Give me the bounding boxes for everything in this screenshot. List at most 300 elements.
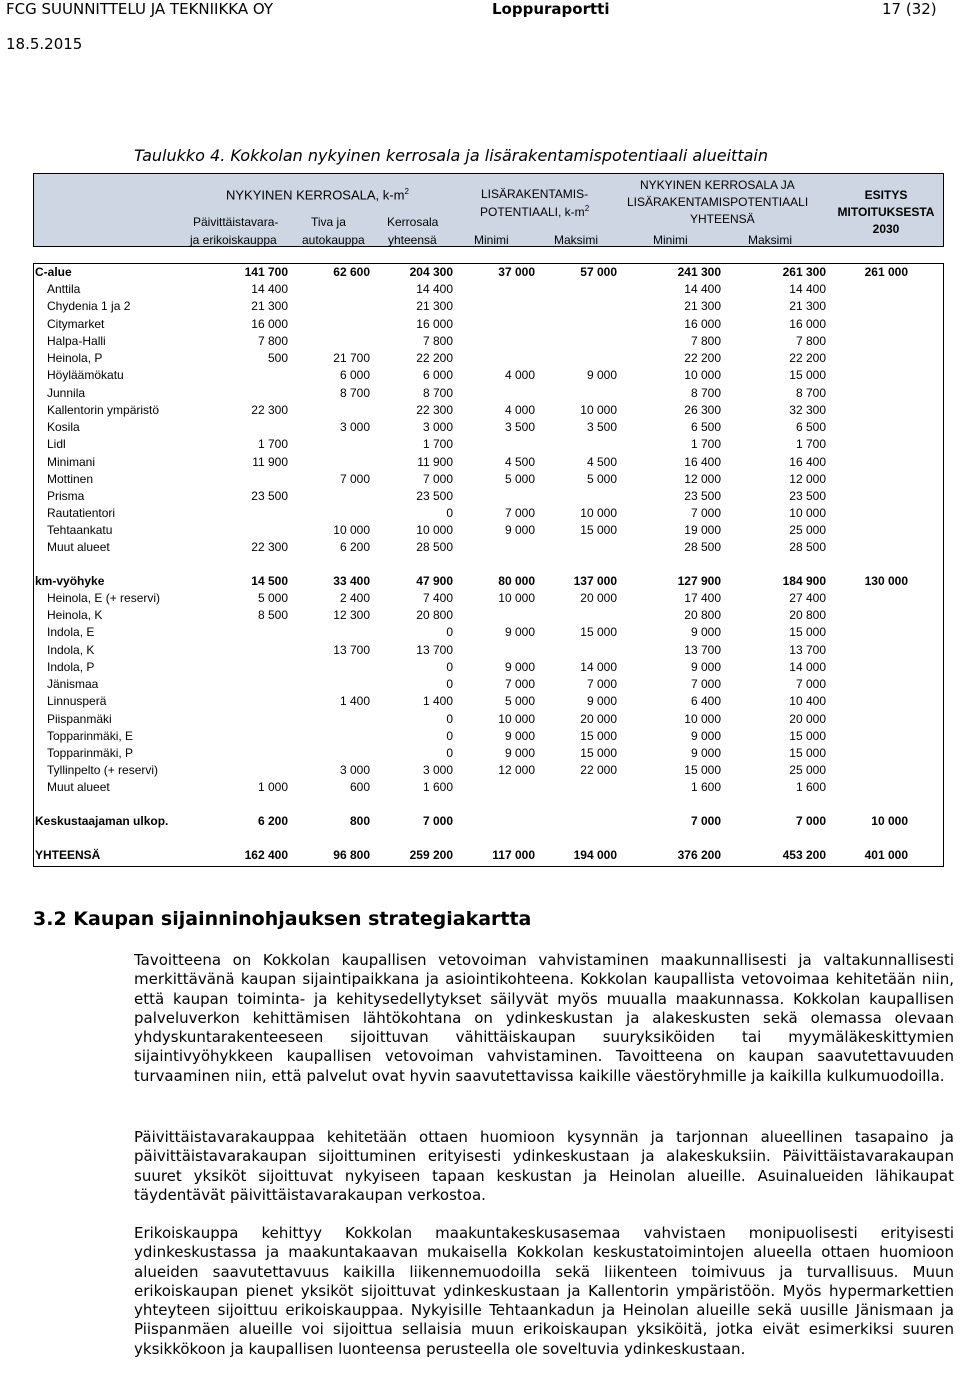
cell-ymax: 184 900: [782, 574, 826, 588]
cell-lmin: 10 000: [498, 712, 535, 726]
cell-ymax: 1 700: [795, 437, 826, 451]
cell-esi: 130 000: [864, 574, 908, 588]
cell-tot: 3 000: [422, 763, 453, 777]
cell-lmin: [445, 642, 535, 659]
cell-ymax: 13 700: [789, 643, 826, 657]
cell-tot: 14 400: [416, 282, 453, 296]
header-total-1: Kerrosala: [387, 215, 439, 229]
cell-tiva: [280, 316, 370, 333]
cell-ymin: 23 500: [684, 489, 721, 503]
header-bulky-1: Tiva ja: [311, 215, 346, 229]
cell-pt: [198, 659, 288, 676]
cell-lmin: [445, 281, 535, 298]
row-label: Muut alueet: [47, 540, 110, 554]
cell-pt: [198, 471, 288, 488]
cell-pt: [198, 762, 288, 779]
cell-ymin: 1 600: [690, 780, 721, 794]
row-label: Tehtaankatu: [47, 523, 113, 537]
cell-lmin: [445, 316, 535, 333]
cell-tiva: [280, 333, 370, 350]
cell-tot: 6 000: [422, 368, 453, 382]
row-label: Junnila: [47, 386, 86, 400]
cell-lmin: [445, 779, 535, 796]
cell-esi: [818, 436, 908, 453]
cell-pt: [198, 711, 288, 728]
cell-lmax: 194 000: [573, 848, 617, 862]
cell-pt: 16 000: [251, 317, 288, 331]
row-label: Linnusperä: [47, 694, 107, 708]
cell-tot: 20 800: [416, 608, 453, 622]
cell-ymax: 10 000: [789, 506, 826, 520]
cell-tot: 0: [446, 729, 453, 743]
cell-pt: [198, 693, 288, 710]
cell-tot: 0: [446, 506, 453, 520]
cell-pt: 6 200: [257, 814, 288, 828]
cell-tot: 0: [446, 660, 453, 674]
cell-ymin: 16 000: [684, 317, 721, 331]
cell-pt: 7 800: [257, 334, 288, 348]
cell-tiva: [280, 624, 370, 641]
header-page-number: 17 (32): [882, 0, 937, 18]
cell-lmax: [527, 642, 617, 659]
header-potential-min: Minimi: [474, 233, 509, 247]
cell-tiva: 96 800: [333, 848, 370, 862]
cell-pt: [198, 522, 288, 539]
row-label: km-vyöhyke: [35, 574, 105, 588]
cell-ymin: 7 800: [690, 334, 721, 348]
row-label: Muut alueet: [47, 780, 110, 794]
cell-pt: [198, 642, 288, 659]
cell-ymin: 10 000: [684, 712, 721, 726]
header-total-2: yhteensä: [388, 233, 437, 247]
cell-lmax: 3 500: [586, 420, 617, 434]
cell-pt: 23 500: [251, 489, 288, 503]
paragraph-1: Tavoitteena on Kokkolan kaupallisen vetovoiman vahvistaminen maakunnallisesti ja valtakunnallisesti merkittävänä kaupan sijaintipaikkana ja asiointikohteena. Kokkolan kaupallista vetovoimaa kehitetään niin, että kaupan toiminta- ja kehitysedellytykset säilyvät myös muualla maakunnassa. Kokkolan kaupallisen palveluverkon kehittämisen lähtökohtana on ydinkeskustan ja alakeskusten sekä olemassa olevaan yhdyskuntarakenteeseen sijoittuvan vähittäiskaupan suuryksiköiden tai myymäläkeskittymien sijaintivyöhykkeen kaupallisen vetovoiman vahvistaminen. Tavoitteena on kaupan saavutettavuuden turvaaminen niin, että palvelut ovat hyvin saavutettavissa kaikille väestöryhmille ja kaikilla kulkumuodoilla.: [134, 951, 954, 1085]
row-label: Mottinen: [47, 472, 94, 486]
cell-pt: [198, 505, 288, 522]
cell-ymin: 17 400: [684, 591, 721, 605]
header-combined-min: Minimi: [653, 233, 688, 247]
cell-lmax: [527, 298, 617, 315]
row-label: Keskustaajaman ulkop.: [35, 814, 169, 828]
cell-lmin: 4 000: [504, 368, 535, 382]
cell-lmin: 9 000: [504, 625, 535, 639]
cell-lmax: 7 000: [586, 677, 617, 691]
cell-ymax: 27 400: [789, 591, 826, 605]
cell-pt: 22 300: [251, 403, 288, 417]
cell-ymin: 7 000: [690, 814, 721, 828]
cell-pt: [198, 385, 288, 402]
cell-ymin: 21 300: [684, 299, 721, 313]
paragraph-2: Päivittäistavarakauppaa kehitetään ottaen huomioon kysynnän ja tarjonnan alueellinen tasapaino ja päivittäistavarakaupan sijoittuminen erityisesti ydinkeskustaan ja alakeskuksiin. Päivittäistavarakaupan suuret yksiköt sijoittuvat nykyiseen tapaan keskustan ja Heinolan alueille. Asuinalueiden lähikaupat täydentävät päivittäistavarakaupan verkostoa.: [134, 1128, 954, 1204]
cell-tiva: 21 700: [333, 351, 370, 365]
cell-lmin: [445, 436, 535, 453]
cell-ymax: 7 000: [795, 814, 826, 828]
cell-tiva: 6 200: [339, 540, 370, 554]
row-label: Prisma: [47, 489, 85, 503]
cell-lmin: [445, 813, 535, 830]
row-label: Citymarket: [47, 317, 105, 331]
cell-tiva: [280, 454, 370, 471]
cell-tiva: [280, 281, 370, 298]
row-label: YHTEENSÄ: [35, 848, 101, 862]
cell-ymin: 6 400: [690, 694, 721, 708]
cell-tiva: 13 700: [333, 643, 370, 657]
row-label: Heinola, E (+ reservi): [47, 591, 161, 605]
cell-tiva: 8 700: [339, 386, 370, 400]
cell-tiva: 800: [349, 814, 370, 828]
cell-esi: [818, 281, 908, 298]
cell-ymin: 1 700: [690, 437, 721, 451]
row-label: Halpa-Halli: [47, 334, 106, 348]
cell-tot: 7 000: [422, 472, 453, 486]
cell-ymax: 261 300: [782, 265, 826, 279]
cell-tot: 22 300: [416, 403, 453, 417]
cell-lmax: 57 000: [580, 265, 617, 279]
cell-esi: [818, 607, 908, 624]
cell-esi: [818, 522, 908, 539]
cell-esi: [818, 333, 908, 350]
cell-ymin: 26 300: [684, 403, 721, 417]
cell-pt: 5 000: [257, 591, 288, 605]
cell-ymin: 8 700: [690, 386, 721, 400]
cell-pt: 1 000: [257, 780, 288, 794]
cell-esi: [818, 316, 908, 333]
cell-lmax: [527, 607, 617, 624]
cell-lmax: 10 000: [580, 403, 617, 417]
header-proposal-1: ESITYS: [864, 188, 908, 202]
row-label: Höyläämökatu: [47, 368, 124, 382]
cell-lmin: 117 000: [492, 848, 535, 862]
cell-ymax: 1 600: [795, 780, 826, 794]
cell-esi: [818, 624, 908, 641]
cell-tot: 0: [446, 677, 453, 691]
cell-pt: 22 300: [251, 540, 288, 554]
cell-lmax: [527, 779, 617, 796]
cell-lmax: [527, 385, 617, 402]
cell-esi: [818, 419, 908, 436]
cell-lmax: 14 000: [580, 660, 617, 674]
cell-ymax: 14 000: [789, 660, 826, 674]
cell-tot: 21 300: [416, 299, 453, 313]
cell-tiva: 12 300: [333, 608, 370, 622]
cell-tot: 3 000: [422, 420, 453, 434]
cell-ymin: 127 900: [677, 574, 721, 588]
cell-tiva: 2 400: [339, 591, 370, 605]
cell-tot: 22 200: [416, 351, 453, 365]
row-label: Heinola, K: [47, 608, 103, 622]
cell-lmin: [445, 298, 535, 315]
table-right-border: [943, 264, 944, 867]
cell-ymax: 7 800: [795, 334, 826, 348]
cell-tiva: [280, 745, 370, 762]
cell-ymin: 19 000: [684, 523, 721, 537]
cell-tot: 8 700: [422, 386, 453, 400]
cell-lmin: 4 500: [504, 455, 535, 469]
cell-pt: 162 400: [244, 848, 288, 862]
cell-lmin: [445, 333, 535, 350]
header-bulky-2: autokauppa: [302, 233, 365, 247]
header-combined-3: YHTEENSÄ: [690, 212, 755, 226]
cell-esi: [818, 488, 908, 505]
cell-ymax: 15 000: [789, 746, 826, 760]
cell-esi: [818, 693, 908, 710]
cell-lmin: 5 000: [504, 694, 535, 708]
cell-esi: [818, 711, 908, 728]
cell-tiva: 3 000: [339, 420, 370, 434]
cell-tot: 47 900: [416, 574, 453, 588]
cell-esi: [818, 367, 908, 384]
row-label: Chydenia 1 ja 2: [47, 299, 131, 313]
cell-esi: [818, 402, 908, 419]
table-bottom-border: [33, 866, 944, 867]
header-potential-2: POTENTIAALI, $k-m^2$: [480, 204, 590, 219]
cell-ymin: 28 500: [684, 540, 721, 554]
cell-tiva: 3 000: [339, 763, 370, 777]
cell-tiva: [280, 436, 370, 453]
cell-ymax: 20 800: [789, 608, 826, 622]
cell-lmax: [527, 316, 617, 333]
cell-lmax: [527, 813, 617, 830]
cell-tot: 1 600: [422, 780, 453, 794]
row-label: Indola, K: [47, 643, 95, 657]
cell-lmax: 9 000: [586, 694, 617, 708]
cell-tot: 16 000: [416, 317, 453, 331]
cell-lmin: [445, 539, 535, 556]
row-label: C-alue: [35, 265, 72, 279]
cell-lmax: [527, 488, 617, 505]
cell-ymax: 16 400: [789, 455, 826, 469]
cell-tiva: [280, 505, 370, 522]
cell-ymin: 14 400: [684, 282, 721, 296]
cell-esi: [818, 659, 908, 676]
cell-tiva: 7 000: [339, 472, 370, 486]
header-potential-1: LISÄRAKENTAMIS-: [481, 187, 589, 201]
cell-lmax: [527, 436, 617, 453]
cell-pt: [198, 745, 288, 762]
cell-esi: [818, 676, 908, 693]
cell-tiva: [280, 488, 370, 505]
paragraph-3: Erikoiskauppa kehittyy Kokkolan maakuntakeskusasemaa vahvistaen monipuolisesti erityisesti ydinkeskustassa ja maakuntakaavan mukaisella Kokkolan keskustatoimintojen alueella ottaen huomioon alueiden saavutettavuus kaikilla liikennemuodoilla sekä liikenteen toimivuus ja turvallisuus. Muun erikoiskaupan pienet yksiköt sijoittuvat ydinkeskustaan ja Kallentorin ympäristöön. Myös hypermarkettien yhteyteen sijoittuu erikoiskauppaa. Nykyisille Tehtaankadun ja Heinolan alueille sekä uusille Jänismaan ja Piispanmäen alueille voi sijoittua sellaisia muun erikoiskaupan yksiköitä, jotka eivät esimerkiksi suuren yksikkökoon ja kaupallisen luonteensa perusteella ole soveltuvia ydinkeskustaan.: [134, 1224, 954, 1358]
cell-ymin: 15 000: [684, 763, 721, 777]
cell-ymin: 9 000: [690, 746, 721, 760]
header-potential-max: Maksimi: [554, 233, 598, 247]
row-label: Anttila: [47, 282, 81, 296]
cell-tot: 0: [446, 625, 453, 639]
cell-lmin: 80 000: [498, 574, 535, 588]
cell-tot: 1 700: [422, 437, 453, 451]
cell-tot: 7 400: [422, 591, 453, 605]
cell-tiva: [280, 676, 370, 693]
cell-ymax: 25 000: [789, 523, 826, 537]
cell-ymin: 9 000: [690, 660, 721, 674]
header-grocery-2: ja erikoiskauppa: [190, 233, 277, 247]
cell-ymax: 21 300: [789, 299, 826, 313]
cell-tot: 7 800: [422, 334, 453, 348]
cell-tot: 0: [446, 746, 453, 760]
cell-esi: [818, 471, 908, 488]
cell-tot: 11 900: [417, 455, 453, 469]
cell-tot: 7 000: [422, 814, 453, 828]
cell-ymax: 15 000: [789, 729, 826, 743]
cell-lmax: 15 000: [580, 625, 617, 639]
cell-lmax: 9 000: [586, 368, 617, 382]
cell-lmin: 7 000: [504, 677, 535, 691]
cell-ymax: 20 000: [789, 712, 826, 726]
cell-tot: 23 500: [416, 489, 453, 503]
cell-tiva: 1 400: [339, 694, 370, 708]
cell-pt: 11 900: [252, 455, 288, 469]
cell-lmin: 7 000: [504, 506, 535, 520]
cell-lmin: 9 000: [504, 523, 535, 537]
header-date: 18.5.2015: [6, 35, 83, 53]
cell-ymin: 7 000: [690, 506, 721, 520]
row-label: Topparinmäki, P: [47, 746, 134, 760]
cell-ymin: 6 500: [690, 420, 721, 434]
cell-ymax: 22 200: [789, 351, 826, 365]
cell-tot: 1 400: [422, 694, 453, 708]
cell-ymax: 16 000: [789, 317, 826, 331]
cell-lmax: [527, 333, 617, 350]
cell-tiva: 62 600: [333, 265, 370, 279]
cell-ymax: 453 200: [782, 848, 826, 862]
cell-ymin: 22 200: [684, 351, 721, 365]
cell-esi: [818, 454, 908, 471]
row-label: Minimani: [47, 455, 96, 469]
cell-esi: [818, 779, 908, 796]
cell-lmin: [445, 385, 535, 402]
cell-tot: 204 300: [409, 265, 453, 279]
row-label: Lidl: [47, 437, 66, 451]
header-combined-max: Maksimi: [748, 233, 792, 247]
cell-tiva: [280, 711, 370, 728]
cell-lmin: [445, 350, 535, 367]
cell-pt: [198, 419, 288, 436]
cell-ymin: 16 400: [684, 455, 721, 469]
cell-ymax: 6 500: [795, 420, 826, 434]
cell-esi: [818, 762, 908, 779]
cell-esi: [818, 505, 908, 522]
table-caption: Taulukko 4. Kokkolan nykyinen kerrosala ja lisärakentamispotentiaali alueittain: [134, 146, 768, 165]
cell-lmax: 10 000: [580, 506, 617, 520]
cell-tiva: 6 000: [339, 368, 370, 382]
table-left-border: [33, 264, 34, 867]
cell-ymax: 15 000: [789, 368, 826, 382]
cell-esi: 10 000: [871, 814, 908, 828]
cell-lmax: 15 000: [580, 729, 617, 743]
header-combined-2: LISÄRAKENTAMISPOTENTIAALI: [627, 195, 809, 209]
cell-lmin: 12 000: [498, 763, 535, 777]
row-label: Jänismaa: [47, 677, 99, 691]
cell-esi: [818, 539, 908, 556]
cell-esi: [818, 385, 908, 402]
cell-lmin: 10 000: [498, 591, 535, 605]
cell-lmin: 37 000: [498, 265, 535, 279]
cell-pt: 500: [267, 351, 288, 365]
cell-lmin: 5 000: [504, 472, 535, 486]
cell-pt: 21 300: [251, 299, 288, 313]
cell-lmax: 20 000: [580, 712, 617, 726]
cell-ymax: 8 700: [795, 386, 826, 400]
cell-ymax: 14 400: [789, 282, 826, 296]
cell-lmin: 9 000: [504, 746, 535, 760]
row-label: Kallentorin ympäristö: [47, 403, 160, 417]
row-label: Heinola, P: [47, 351, 103, 365]
cell-lmax: 5 000: [586, 472, 617, 486]
cell-pt: 1 700: [257, 437, 288, 451]
header-proposal-3: 2030: [872, 222, 900, 236]
cell-pt: 14 400: [251, 282, 288, 296]
header-report-title: Loppuraportti: [492, 0, 610, 18]
row-label: Rautatientori: [47, 506, 116, 520]
cell-pt: 8 500: [257, 608, 288, 622]
cell-ymax: 12 000: [789, 472, 826, 486]
row-label: Indola, E: [47, 625, 95, 639]
cell-esi: [818, 298, 908, 315]
cell-lmax: 137 000: [573, 574, 617, 588]
cell-tiva: 600: [349, 780, 370, 794]
cell-pt: 14 500: [251, 574, 288, 588]
cell-tot: 13 700: [416, 643, 453, 657]
header-proposal-2: MITOITUKSESTA: [837, 205, 935, 219]
cell-tiva: [280, 298, 370, 315]
cell-tiva: [280, 728, 370, 745]
cell-pt: [198, 367, 288, 384]
cell-lmax: 22 000: [580, 763, 617, 777]
cell-tiva: [280, 402, 370, 419]
header-grocery-1: Päivittäistavara-: [193, 215, 279, 229]
cell-lmax: [527, 539, 617, 556]
cell-ymin: 7 000: [690, 677, 721, 691]
cell-tiva: 10 000: [333, 523, 370, 537]
cell-ymax: 15 000: [789, 625, 826, 639]
cell-lmin: [445, 488, 535, 505]
cell-tot: 10 000: [416, 523, 453, 537]
cell-pt: [198, 624, 288, 641]
cell-tot: 28 500: [416, 540, 453, 554]
header-company: FCG SUUNNITTELU JA TEKNIIKKA OY: [6, 0, 274, 18]
cell-lmax: 20 000: [580, 591, 617, 605]
cell-tiva: [280, 659, 370, 676]
cell-tot: 259 200: [409, 848, 453, 862]
cell-esi: 261 000: [864, 265, 908, 279]
cell-ymin: 9 000: [690, 729, 721, 743]
cell-tot: 0: [446, 712, 453, 726]
cell-ymin: 9 000: [690, 625, 721, 639]
cell-lmax: 15 000: [580, 746, 617, 760]
cell-lmin: 9 000: [504, 729, 535, 743]
section-heading: 3.2 Kaupan sijainninohjauksen strategiakartta: [33, 908, 532, 930]
cell-esi: [818, 745, 908, 762]
cell-lmin: [445, 607, 535, 624]
header-combined-1: NYKYINEN KERROSALA JA: [640, 178, 795, 192]
cell-lmax: 4 500: [586, 455, 617, 469]
cell-ymax: 28 500: [789, 540, 826, 554]
cell-ymax: 32 300: [789, 403, 826, 417]
cell-ymin: 241 300: [677, 265, 721, 279]
row-label: Indola, P: [47, 660, 95, 674]
cell-pt: 141 700: [244, 265, 288, 279]
row-label: Tyllinpelto (+ reservi): [47, 763, 159, 777]
cell-pt: [198, 676, 288, 693]
row-label: Kosila: [47, 420, 80, 434]
cell-lmax: [527, 350, 617, 367]
header-group-existing: NYKYINEN KERROSALA, $k-m^2$: [226, 187, 409, 203]
cell-ymax: 10 400: [789, 694, 826, 708]
row-label: Piispanmäki: [47, 712, 112, 726]
cell-ymin: 10 000: [684, 368, 721, 382]
cell-esi: [818, 590, 908, 607]
